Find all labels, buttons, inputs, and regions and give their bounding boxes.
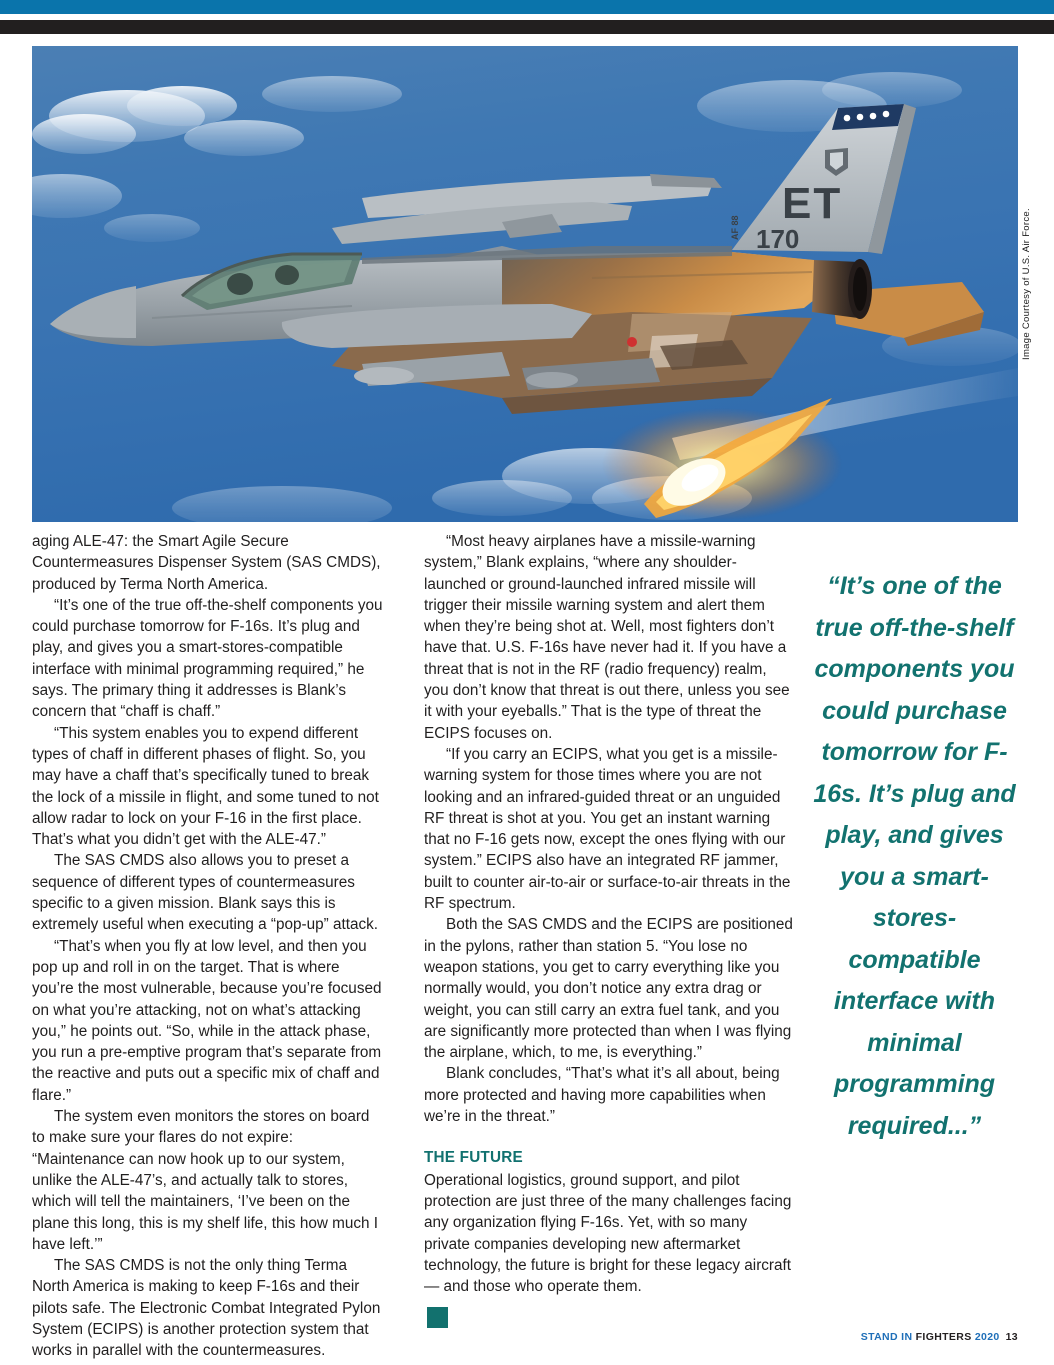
tail-serial-text: 170 (756, 224, 800, 254)
top-blue-rule (0, 0, 1054, 14)
tail-serial-prefix-text: AF 88 (730, 215, 740, 240)
tail-code-text: ET (782, 179, 843, 228)
article-column-one (32, 531, 384, 1362)
paragraph: “Most heavy airplanes have a missile-warning system,” Blank explains, “where any shoulder-launched or ground-launched infrared missile will trigger their missile warning system and alert them when they’re being shot at. Well, most fighters don’t have that. U.S. F-16s have never had it. If you have a threat that is not in the RF (radio frequency) realm, you don’t know that threat is out there, unless you see it with your eyeballs.” That is the type of threat the ECIPS focuses on. (424, 533, 790, 742)
footer-publication-tail: FIGHTERS (915, 1331, 972, 1343)
paragraph: The SAS CMDS also allows you to preset a sequence of different types of countermeasures specific to a given mission. Blank says this is extremely useful when executing a “pop-up” attack. (32, 852, 379, 934)
paragraph: “If you carry an ECIPS, what you get is a missile-warning system for those times where you are not looking and an infrared-guided threat or an unguided RF threat is shot at you. You get an instant warning that no F-16 gets now, except the ones flying with our system.” ECIPS also have an integrated RF jammer, built to counter air-to-air or surface-to-air threats in the RF spectrum. (424, 745, 791, 913)
page-footer (861, 1331, 1018, 1343)
paragraph: Operational logistics, ground support, and pilot protection are just three of the many challenges facing any organization flying F-16s. Yet, with so many private companies developing new aftermarket technology, the future is bright for these legacy aircraft — and those who operate them. (424, 1171, 792, 1296)
article-end-mark (427, 1307, 448, 1328)
footer-page-number: 13 (1005, 1331, 1018, 1343)
hero-photo (32, 46, 1018, 522)
pull-quote: “It’s one of the true off-the-shelf components you could purchase tomorrow for F-16s. It’s plug and play, and gives you a smart-stores-compatible interface with minimal programming required...” (813, 572, 1016, 1140)
paragraph: The system even monitors the stores on board to make sure your flares do not expire: “Maintenance can now hook up to our system, unlike the ALE-47’s, and actually talk to stores, which will tell the maintainers, ‘I’ve been on the plane this long, this is my shelf life, this how much I have left.’” (32, 1108, 379, 1253)
paragraph: “That’s when you fly at low level, and then you pop up and roll in on the target. That is where you’re the most vulnerable, because you’re focused on what you’re attacking, not on what’s attacking you,” he points out. “So, while in the attack phase, you run a pre-emptive program that’s separate from the reactive and puts out a specific mix of chaff and flare.” (32, 937, 382, 1104)
footer-publication-lead: STAND IN (860, 1331, 913, 1343)
footer-year: 2020 (974, 1331, 1000, 1343)
paragraph: The SAS CMDS is not the only thing Terma North America is making to keep F-16s and their pilots safe. The Electronic Combat Integrated Pylon System (ECIPS) is another protection system that works in parallel with the countermeasures. (32, 1257, 381, 1360)
top-dark-rule (0, 20, 1054, 34)
paragraph: “It’s one of the true off-the-shelf components you could purchase tomorrow for F-16s. It’s plug and play, and gives you a smart-stores-compatible interface with minimal programming required,” he says. The primary thing it addresses is Blank’s concern that “chaff is chaff.” (32, 596, 383, 721)
f16-photo-illustration (32, 46, 1018, 522)
section-heading-the-future: THE FUTURE (424, 1149, 523, 1167)
paragraph: Blank concludes, “That’s what it’s all about, being more protected and having more capabilities when we’re in the threat.” (424, 1065, 780, 1126)
paragraph: “This system enables you to expend different types of chaff in different phases of flight. So, you may have a chaff that’s specifically tuned to break the lock of a missile in flight, and some tuned to not allow radar to lock on your F-16 in the first place. That’s what you didn’t get with the ALE-47.” (32, 724, 379, 849)
paragraph: aging ALE-47: the Smart Agile Secure Countermeasures Dispenser System (SAS CMDS), produced by Terma North America. (32, 533, 381, 593)
paragraph: Both the SAS CMDS and the ECIPS are positioned in the pylons, rather than station 5. “You lose no weapon stations, you get to carry everything like you normally would, you don’t notice any extra drag or weight, you can still carry an extra fuel tank, and you are significantly more protected than when I was flying the airplane, which, to me, is everything.” (424, 916, 793, 1062)
article-column-two (424, 531, 794, 1297)
photo-credit: Image Courtesy of U.S. Air Force. (1021, 208, 1032, 360)
